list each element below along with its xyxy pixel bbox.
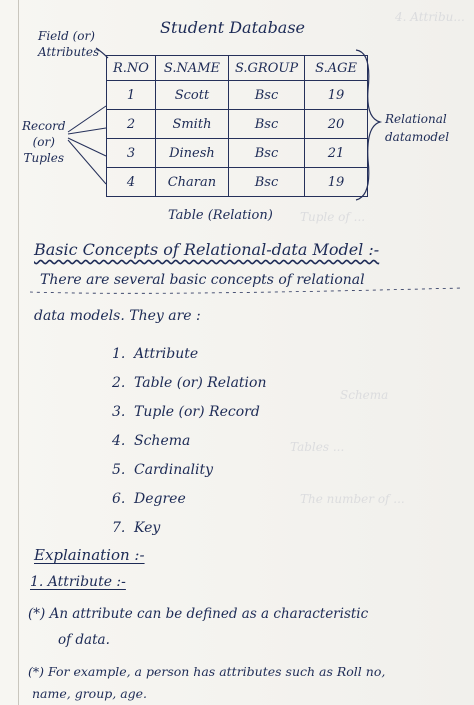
col-header: S.GROUP [228,56,304,81]
cell: Bsc [228,81,304,110]
cell: 20 [305,110,368,139]
col-header: S.AGE [305,56,368,81]
concepts-list [112,340,266,543]
cell: 4 [107,168,156,197]
list-item: 5. Cardinality [112,462,214,478]
bullet-1-line-2: of data. [58,632,110,648]
cell: Smith [155,110,228,139]
list-item: 7. Key [112,520,161,536]
col-header: S.NAME [155,56,228,81]
attribute-subheading: 1. Attribute :- [30,574,126,590]
record-tuples-label: Record (or) Tuples [22,119,66,165]
bullet-2-line-1: (*) For example, a person has attributes such as Roll no, [28,664,386,679]
bullet-1-line-1: (*) An attribute can be defined as a characteristic [28,606,369,622]
student-table [106,55,368,197]
explanation-heading: Explaination :- [34,546,145,564]
relational-datamodel-label: Relational datamodel [385,112,450,144]
table-header-row [107,56,368,81]
table-row [107,110,368,139]
cell: 1 [107,81,156,110]
diagram-title: Student Database [160,18,306,37]
list-item: 4. Schema [112,433,191,449]
cell: Dinesh [155,139,228,168]
table-row [107,139,368,168]
cell: Charan [155,168,228,197]
intro-line-1: There are several basic concepts of relational [40,272,365,288]
table-caption: Table (Relation) [168,208,273,223]
cell: 3 [107,139,156,168]
intro-line-2: data models. They are : [34,308,201,324]
list-item: 3. Tuple (or) Record [112,404,260,420]
cell: Bsc [228,110,304,139]
section-heading: Basic Concepts of Relational-data Model :- [34,240,380,259]
cell: Bsc [228,139,304,168]
col-header: R.NO [107,56,156,81]
cell: Scott [155,81,228,110]
list-item: 2. Table (or) Relation [112,375,267,391]
list-item: 1. Attribute [112,346,199,362]
cell: Bsc [228,168,304,197]
table-row [107,168,368,197]
field-attributes-label: Field (or) Attributes [38,29,100,59]
cell: 19 [305,168,368,197]
bullet-2-line-2: name, group, age. [32,686,148,701]
cell: 21 [305,139,368,168]
cell: 2 [107,110,156,139]
table-row [107,81,368,110]
list-item: 6. Degree [112,491,186,507]
cell: 19 [305,81,368,110]
